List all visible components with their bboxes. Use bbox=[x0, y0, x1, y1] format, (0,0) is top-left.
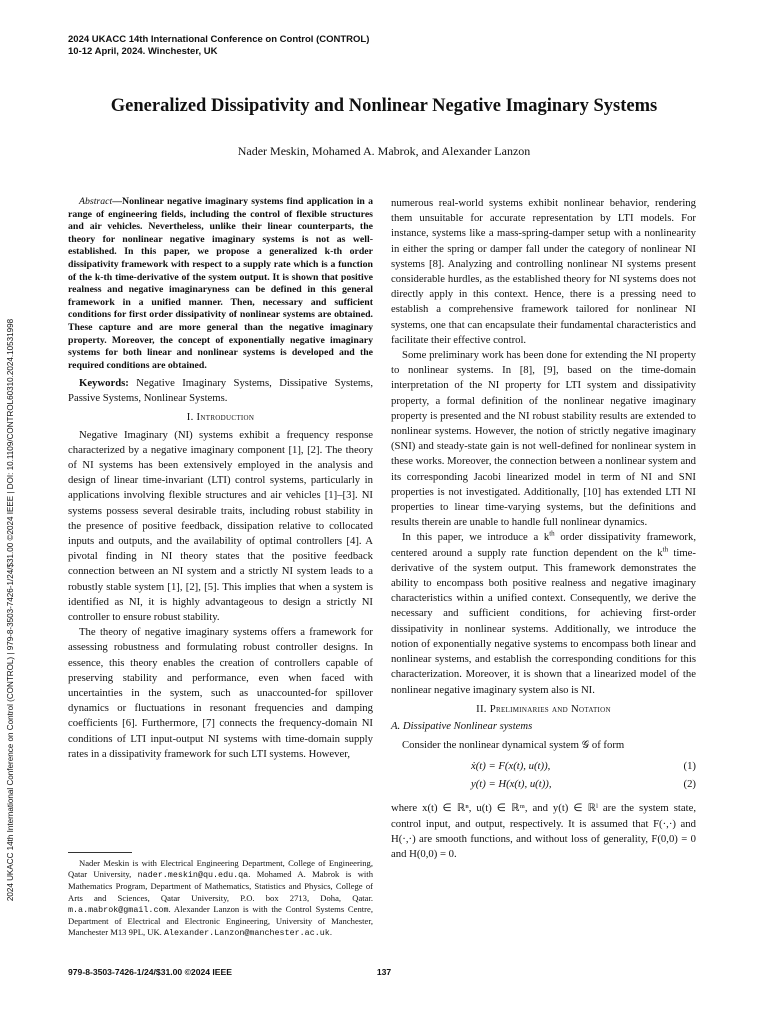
keywords-text: Negative Imaginary Systems, Dissipative Systems, Passive Systems, Nonlinear Systems. bbox=[68, 377, 373, 405]
abstract bbox=[68, 196, 373, 372]
where-paragraph: where x(t) ∈ ℝⁿ, u(t) ∈ ℝᵐ, and y(t) ∈ ℝˡ are the system state, control input, and output, respectively. It is assumed that F(·,·) and H(·,·) are smooth functions, and without loss of generality, F(0,0) = 0 and H(0,0) = 0. bbox=[391, 802, 696, 860]
paper-title: Generalized Dissipativity and Nonlinear Negative Imaginary Systems bbox=[110, 96, 658, 116]
abstract-text: —Nonlinear negative imaginary systems find application in a range of engineering fields, including the control of flexible structures and air vehicles. Nevertheless, unlike their linear counterparts, the theory for nonlinear negative imaginary systems is not as well-established. In this paper, we propose a generalized k-th order dissipativity framework with respect to a supply rate which is a function of the k-th time-derivative of the system output. It is shown that positive realness and negative imaginaryness can be defined in this general framework in a unified manner. Then, necessary and sufficient conditions for first order dissipativity of nonlinear systems are obtained. These capture and are more general than the negative imaginary property. Moreover, the concept of exponentially negative imaginary systems for both linear and nonlinear systems is developed and the required conditions are obtained. bbox=[68, 196, 373, 371]
left-column bbox=[68, 196, 373, 762]
equation-2 bbox=[391, 777, 696, 795]
doi-sidebar: 2024 UKACC 14th International Conference on Control (CONTROL) | 979-8-3503-7426-1/24/$31.00 ©2024 IEEE | DOI: 10.1109/CONTROL60310.2024.10531998 bbox=[6, 318, 15, 902]
subsection-heading: A. Dissipative Nonlinear systems bbox=[391, 719, 533, 732]
footnote-rule bbox=[68, 852, 132, 853]
conference-line-2: 10-12 April, 2024. Winchester, UK bbox=[68, 46, 218, 57]
isbn-footer: 979-8-3503-7426-1/24/$31.00 ©2024 IEEE bbox=[68, 967, 233, 977]
page-number: 137 bbox=[376, 967, 392, 977]
intro-paragraph-1: Negative Imaginary (NI) systems exhibit a frequency response characterized by a negative imaginary component [1], [2]. The theory of NI systems has been extensively employed in the analysis and design of linear time-invariant (LTI) control systems, particularly in applications involving flexible structures and air vehicles [1]–[3]. NI systems possess several desirable traits, including robust stability in the presence of positive feedback, dissipation relative to collocated inputs and outputs, and the availability of optimal controllers [4]. A pivotal finding in NI theory states that the positive feedback connection between an NI system and a strictly NI system leads to a robustly stable system [1], [2], [5]. This implies that when a system is identified as NI, it is highly advantageous to design a strictly NI controller to ensure robust stability. bbox=[68, 428, 373, 623]
email-link[interactable]: nader.meskin@qu.edu.qa bbox=[137, 870, 249, 881]
email-link[interactable]: Alexander.Lanzon@manchester.ac.uk bbox=[163, 928, 330, 939]
intro-paragraph-2: The theory of negative imaginary systems offers a framework for assessing robustness and formulating robust controller designs. In essence, this theory enables the creation of controllers capable of preserving stability and performance, even when faced with uncertainties in the system, such as unaccounted-for spillover dynamics or fluctuations in resonant frequencies and damping coefficients [6]. Furthermore, [7] connects the frequency-domain NI conditions of LTI input-output NI systems with time-domain supply rates in a dissipativity framework for such LTI systems. However, bbox=[68, 626, 373, 760]
right-paragraph-1: numerous real-world systems exhibit nonlinear behavior, rendering them unsuitable for accurate representation by LTI models. For instance, systems like a mass-spring-damper setup with a nonlinearity in either the spring or damper fall under the category of nonlinear NI systems [8]. Analyzing and controlling nonlinear NI systems present considerable hurdles, as the established theory for NI systems does not directly apply in this context. Hence, there is a pressing need to establish a comprehensive framework tailored for nonlinear NI systems, one that can encapsulate their fundamental characteristics and facilitate their effective control. bbox=[391, 197, 696, 346]
consider-paragraph: Consider the nonlinear dynamical system 𝒢 of form bbox=[402, 739, 625, 752]
conference-line-1: 2024 UKACC 14th International Conference on Control (CONTROL) bbox=[68, 34, 370, 45]
keywords-label: Keywords: bbox=[79, 377, 129, 390]
equation-2-body: y(t) = H(x(t), u(t)), bbox=[471, 778, 552, 791]
right-paragraph-3: In this paper, we introduce a $k^{th}$ order dissipativity framework, centered around a supply rate function dependent on the $k^{th}$ time-derivative of the system output. This framework demonstrates the ability to encompass both positive realness and negative imaginary characteristics within a unified context. Consequently, we derive the necessary and sufficient conditions, for achieving first-order dissipativity in nonlinear systems. Additionally, we introduce the notion of exponentially negative systems to encompass both linear and nonlinear systems, and establish the corresponding conditions for this characterization. Moreover, it is shown that a linearized model of the nonlinear negative imaginary system also is NI. bbox=[391, 529, 696, 696]
section-heading-introduction: I. Introduction bbox=[186, 411, 255, 424]
email-link[interactable]: m.a.mabrok@gmail.com bbox=[68, 904, 169, 915]
equation-1 bbox=[391, 759, 696, 777]
abstract-label: Abstract bbox=[79, 196, 113, 207]
conference-header bbox=[68, 34, 369, 58]
author-footnote: Nader Meskin is with Electrical Engineering Department, College of Engineering, Qatar University, nader.meskin@qu.edu.qa. Mohamed A. Mabrok is with Mathematics Program, Department of Mathematics, Statistics and Physics, College of Arts and Sciences, Qatar University, P.O. box 2713, Doha, Qatar. m.a.mabrok@gmail.com. Alexander Lanzon is with the Control Systems Centre, Department of Electrical and Electronic Engineering, University of Manchester, Manchester M13 9PL, UK. Alexander.Lanzon@manchester.ac.uk. bbox=[68, 858, 373, 939]
equation-1-body: ẋ(t) = F(x(t), u(t)), bbox=[471, 760, 551, 773]
section-heading-preliminaries: II. Preliminaries and Notation bbox=[476, 702, 611, 715]
paper-authors: Nader Meskin, Mohamed A. Mabrok, and Alexander Lanzon bbox=[237, 144, 531, 158]
equation-2-number: (2) bbox=[683, 778, 696, 791]
right-paragraph-2: Some preliminary work has been done for extending the NI property to nonlinear systems. In [8], [9], based on the time-domain interpretation of the NI property for LTI system and dissipativity property, a formal definition of the nonlinear negative imaginary property is presented and the NI robust stability results are extended to nonlinear systems. However, the notion of strictly negative imaginary (SNI) and steady-state gain is not well-defined for nonlinear system in these works. Moreover, the connection between a nonlinear system and its corresponding Jacobi linearized model in term of NI and SNI properties is not investigated. Additionally, [10] has extended LTI NI properties to linear time-varying systems, but the definitions and results therein are unable to handle full nonlinear dynamics. bbox=[391, 349, 696, 529]
keywords bbox=[68, 376, 373, 406]
right-column bbox=[391, 196, 696, 862]
equation-1-number: (1) bbox=[683, 760, 696, 773]
